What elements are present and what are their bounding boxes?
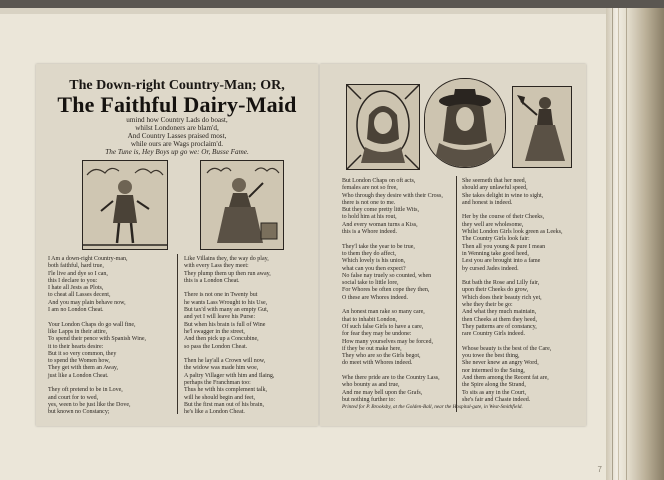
verse-line: this is a Whore indeed. — [342, 229, 398, 236]
woodcut-portrait-gentleman — [424, 78, 506, 168]
verse-line: I am no London Cheat. — [48, 307, 104, 314]
verse-line: she's fair and Chaste indeed. — [462, 396, 531, 403]
verse-line: this is a London Cheat. — [184, 277, 240, 284]
verse-line: rare Country Girls indeed. — [462, 331, 525, 338]
verse-line: if they be out make here, — [342, 345, 402, 352]
subtitle-line: while ours are Wags proclaim'd. — [130, 140, 224, 148]
imprint: Printed for P. Brooksby, at the Golden-Ball, near the Hospital-gate, in West-Smithfield. — [342, 404, 523, 410]
verse-line: They oft pretend to be in Love, — [48, 387, 123, 394]
verse-line: She never knew an angry Word, — [462, 360, 539, 367]
verse-line: She takes delight in wine to sight, — [462, 192, 544, 199]
verse-line: he'l swagger in the street, — [184, 328, 245, 335]
verse-line: he's like a London Cheat. — [184, 409, 245, 416]
verse-line: who bounty as and true, — [342, 382, 400, 389]
verse-column-2 — [184, 256, 274, 417]
verse-line — [462, 339, 562, 346]
verse-line: with every Lass they meet: — [184, 263, 249, 270]
verse-line: But London Chaps on oft acts, — [342, 178, 416, 184]
verse-line: O these are Whores indeed. — [342, 294, 409, 301]
verse-line: Then he lay'all a Crown will now, — [184, 358, 266, 365]
broadside-right-sheet — [320, 64, 586, 426]
verse-line: I Am a down-right Country-man, — [48, 256, 128, 262]
verse-line: How many yourselves may be forced, — [342, 338, 433, 345]
page-edge — [618, 8, 619, 480]
verse-line: And them among the Recent fat are, — [462, 375, 549, 382]
verse-line: he wants Lass Wrought to his Use, — [184, 299, 268, 306]
verse-line — [342, 236, 443, 243]
verse-line: To spend their pence with Spanish Wine, — [48, 336, 147, 343]
verse-line: upon their Cheeks do grow, — [462, 287, 529, 294]
verse-line — [342, 302, 443, 309]
verse-line: the widow was made him woe, — [184, 365, 259, 372]
verse-line: by cursed Jades indeed. — [462, 265, 519, 272]
verse-line: yes, ween to be just like the Dove, — [48, 401, 131, 408]
verse-line: Thus he with his complement talk, — [184, 387, 267, 394]
verse-line: this I declare to you: — [48, 277, 98, 284]
woodcut-country-man — [82, 160, 168, 250]
verse-line: just like a London Cheat. — [48, 372, 109, 379]
verse-line: But it so very common, they — [48, 350, 117, 357]
verse-line: they well are wholesome, — [462, 221, 524, 228]
verse-line: They plump them up then run away, — [184, 270, 271, 277]
verse-line — [48, 314, 146, 321]
verse-line: To sits as any in the Court, — [462, 389, 527, 396]
ballad-title-line2: The Faithful Dairy-Maid — [57, 92, 297, 117]
verse-line: perhaps the Franchman too: — [184, 380, 251, 387]
verse-line: but nothing further to: — [342, 396, 396, 403]
verse-line: And what they much maintain, — [462, 309, 537, 316]
verse-line: in Wenning take good heed, — [462, 250, 529, 257]
verse-line: For Whores be often cope they then, — [342, 287, 430, 294]
ballad-title-line1: The Down-right Country-Man; OR, — [69, 78, 285, 93]
verse-line: Of such false Girls to have a care, — [342, 323, 424, 330]
verse-line: No false nay truely so counted, when — [342, 272, 432, 279]
verse-line: I'le live and dye so I can, — [48, 270, 108, 277]
verse-line: for fear they may be undone: — [342, 331, 412, 338]
verse-line: They'l take the year to be true, — [342, 243, 415, 250]
verse-line: The Country Girls look fair: — [462, 236, 530, 243]
verse-line: Which lovely is his union, — [342, 258, 406, 265]
woodcut-portrait-lady — [346, 84, 420, 170]
verse-line: but known no Constancy; — [48, 409, 110, 416]
verse-line: to them they do affect, — [342, 250, 397, 257]
woodcut-dairy-maid — [200, 160, 284, 250]
verse-line — [342, 368, 443, 375]
verse-column-1 — [48, 256, 146, 417]
verse-line: then Cheeks at them they heed, — [462, 316, 537, 323]
verse-line: nor intermed to the Suing, — [462, 367, 525, 374]
page-edge — [612, 8, 613, 480]
verse-line: An honest man rake so many care, — [342, 309, 425, 316]
verse-line: They patterns are of constancy, — [462, 323, 537, 330]
verse-line: They who are so the Girls begot, — [342, 353, 421, 360]
verse-line: Whose beauty is the best of the Care, — [462, 345, 552, 352]
verse-line: to spend the Women how, — [48, 358, 110, 365]
column-divider — [456, 176, 457, 412]
subtitle-line: whilst Londoners are blam'd, — [135, 124, 219, 132]
broadside-left-sheet — [36, 64, 318, 426]
album-spine — [606, 8, 664, 480]
verse-line: do meet with Whores indeed. — [342, 360, 413, 367]
verse-line — [184, 351, 274, 358]
subtitle-line: umind how Country Lads do boast, — [126, 116, 228, 124]
verse-line: the Spire along the Strand, — [462, 382, 526, 389]
verse-line: Which does their beauty rich yet, — [462, 294, 542, 301]
verse-line: Then all you young & pure I mean — [462, 243, 546, 250]
verse-line: There is not one in Twenty but — [184, 292, 258, 299]
verse-line: social take to little lore, — [342, 280, 399, 287]
verse-column-4 — [462, 178, 562, 404]
page-edge — [626, 8, 627, 480]
verse-line: And every woman turns a Kiss, — [342, 221, 418, 228]
verse-line: She seemeth that her need, — [462, 178, 527, 184]
woodcut-lady-standing — [512, 86, 572, 168]
subtitle-line: And Country Lasses praised most, — [127, 132, 227, 140]
verse-line — [184, 285, 274, 292]
verse-line: that to inhabit London, — [342, 316, 397, 323]
verse-line: And me may bell upon the Grafs, — [342, 389, 423, 396]
verse-line: you towe the best thing, — [462, 353, 520, 360]
verse-line: females are not so free, — [342, 185, 398, 192]
verse-line: Like Villains they, the way do play, — [184, 256, 269, 262]
verse-line: But the first man out of his brain, — [184, 401, 264, 408]
verse-line: should any unlawful speed, — [462, 185, 528, 192]
verse-column-3 — [342, 178, 443, 404]
verse-line: and court for to wed, — [48, 394, 99, 401]
verse-line: and honest is indeed. — [462, 199, 513, 206]
verse-line: Your London Chaps do go wall fine, — [48, 321, 136, 328]
verse-line: to hold him at his rout, — [342, 214, 397, 221]
verse-line: Lest you are brought into a fame — [462, 258, 541, 265]
verse-line: to cheat all Lasses decent, — [48, 292, 111, 299]
verse-line: what can you then expect? — [342, 265, 406, 272]
verse-line: And you may plain behave now, — [48, 299, 126, 306]
verse-line: Her by the course of their Cheeks, — [462, 214, 545, 221]
verse-line: I hate all Jests as Plots, — [48, 285, 104, 292]
album-top-edge — [0, 8, 664, 14]
album-page — [0, 8, 664, 480]
verse-line: and yet I will leave his Purse: — [184, 314, 255, 321]
verse-line: like Lapps in their attire, — [48, 328, 108, 335]
verse-line: They get with them an Away, — [48, 365, 119, 372]
verse-line: will he should begin and feet, — [184, 394, 255, 401]
verse-line: Who through they desire with their Cross, — [342, 192, 443, 199]
verse-line: both faithful, hard true, — [48, 263, 104, 270]
verse-line: But tax'd with many an empty Gut, — [184, 307, 269, 314]
verse-line: And then pick up a Concubine, — [184, 336, 259, 343]
verse-line: Whe there pride are to the Country Lass, — [342, 375, 440, 382]
tune-line: The Tune is, Hey Boys up go we: Or, Busse Fame. — [105, 148, 249, 156]
verse-line: But when his brain is full of Wine — [184, 321, 266, 328]
verse-line: whe they their be go: — [462, 302, 513, 309]
verse-line: A paltry Villager with him and Ilaing, — [184, 372, 275, 379]
verse-line: But they come pretty little Wits, — [342, 207, 419, 214]
verse-line: it to their hearts desire: — [48, 343, 104, 350]
verse-line: Whilst London Girls look green as Leeks, — [462, 229, 563, 236]
column-divider — [177, 254, 178, 414]
verse-line: so pass the London Cheat. — [184, 343, 248, 350]
verse-line: there is not one to me. — [342, 199, 396, 206]
folio-number: 7 — [597, 465, 602, 474]
verse-line: But bath the Rose and Lilly fair, — [462, 280, 540, 287]
